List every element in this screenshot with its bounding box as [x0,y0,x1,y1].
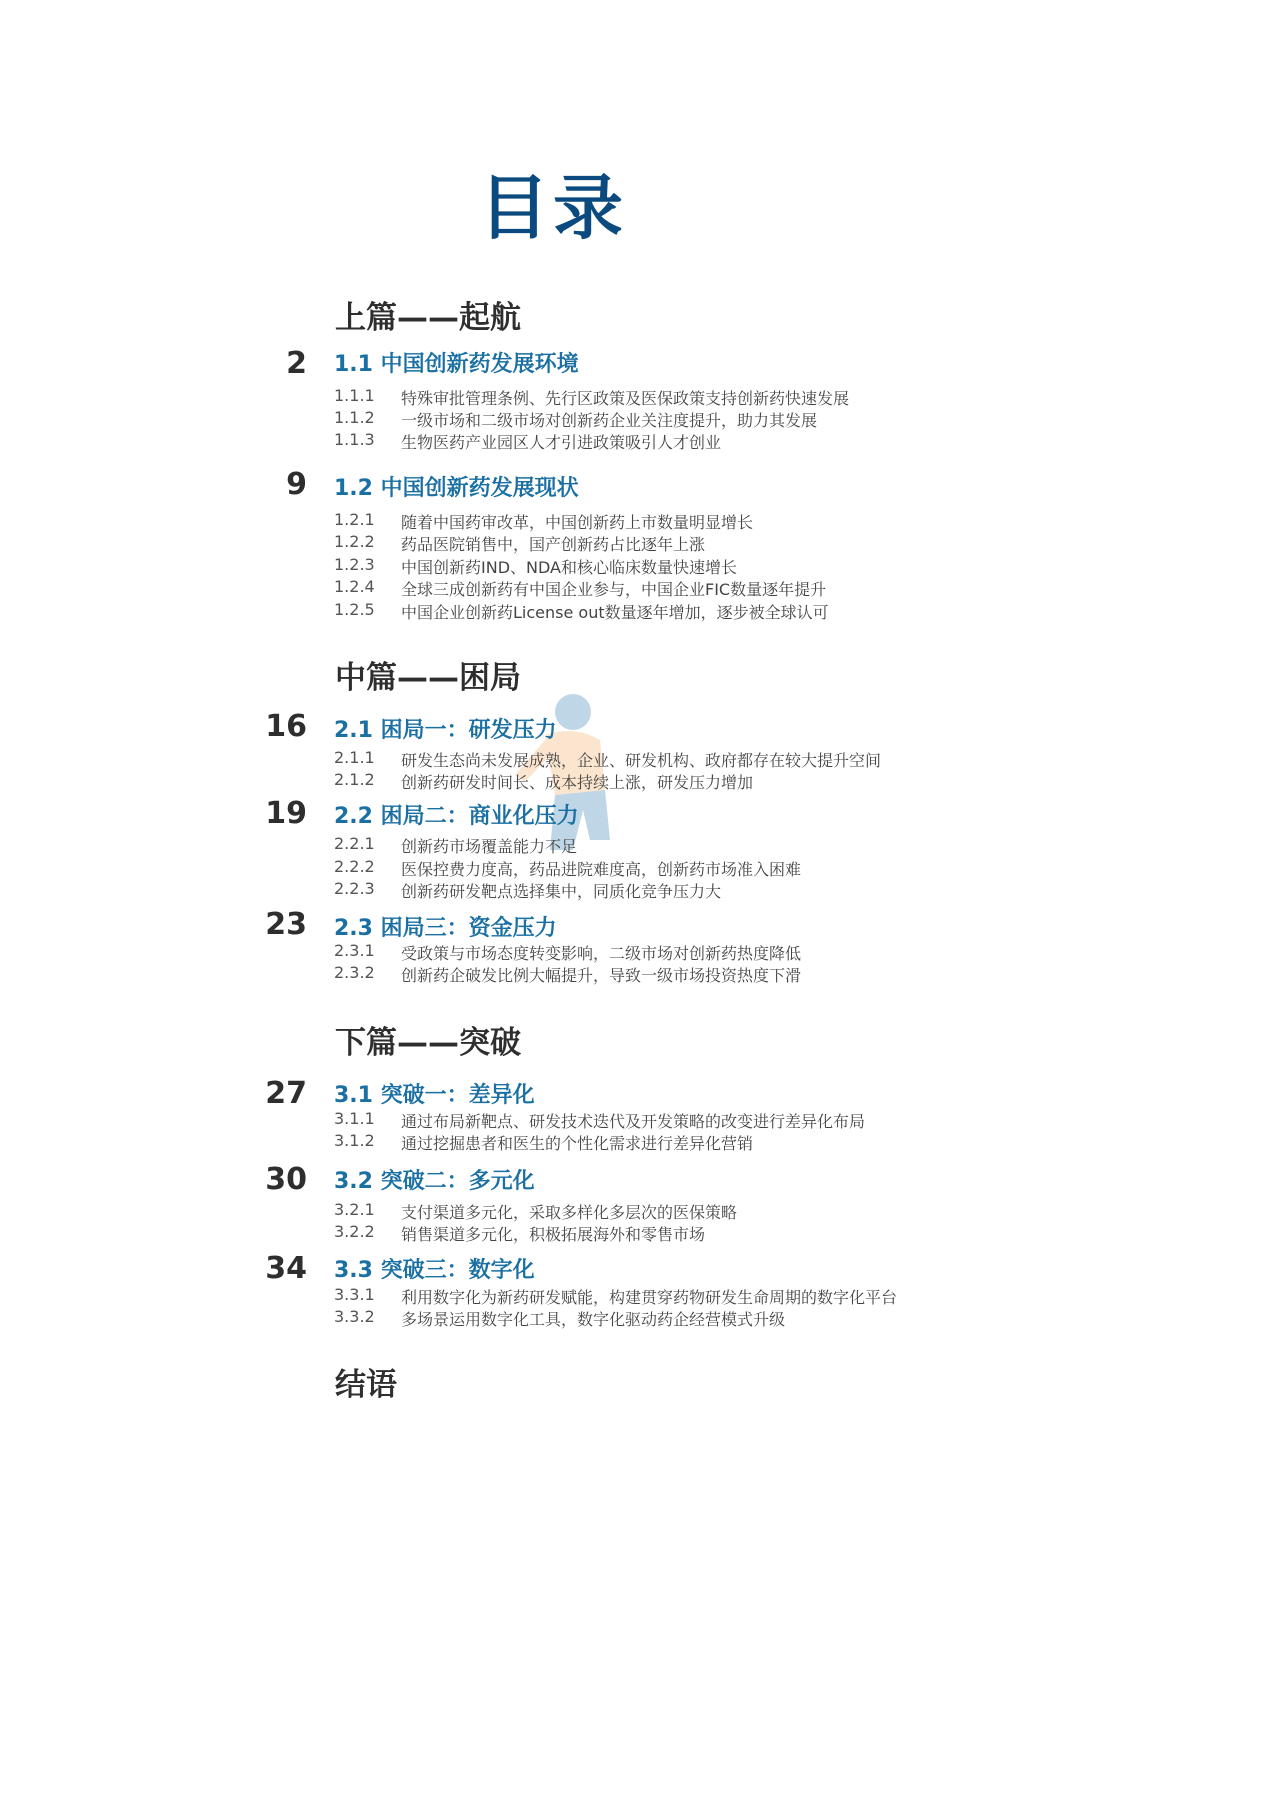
subsection-text[interactable]: 支付渠道多元化，采取多样化多层次的医保策略 [401,1203,738,1222]
page-number[interactable]: 19 [265,796,307,831]
section-title[interactable]: 2.2 困局二：商业化压力 [334,804,579,829]
subsection-number: 3.3.1 [334,1285,375,1304]
subsection-number: 1.1.2 [334,408,375,427]
subsection-text[interactable]: 随着中国药审改革，中国创新药上市数量明显增长 [401,513,754,532]
page-number[interactable]: 30 [265,1162,307,1197]
subsection-text[interactable]: 中国创新药IND、NDA和核心临床数量快速增长 [401,558,737,577]
toc-title: 目录 [479,167,627,249]
part-title[interactable]: 结语 [335,1367,397,1403]
subsection-number: 1.2.4 [334,577,375,596]
page-number[interactable]: 27 [265,1076,307,1111]
subsection-number: 3.1.2 [334,1131,375,1150]
subsection-number: 1.2.2 [334,532,375,551]
subsection-number: 3.1.1 [334,1109,375,1128]
section-title[interactable]: 3.2 突破二：多元化 [334,1169,535,1194]
page-number[interactable]: 23 [265,907,307,942]
subsection-number: 1.1.1 [334,386,375,405]
subsection-text[interactable]: 创新药研发靶点选择集中，同质化竞争压力大 [401,882,722,901]
subsection-text[interactable]: 中国企业创新药License out数量逐年增加，逐步被全球认可 [401,603,829,622]
subsection-number: 1.2.1 [334,510,375,529]
section-title[interactable]: 3.3 突破三：数字化 [334,1258,535,1283]
subsection-text[interactable]: 全球三成创新药有中国企业参与，中国企业FIC数量逐年提升 [401,580,827,599]
subsection-number: 1.2.5 [334,600,375,619]
subsection-number: 3.2.1 [334,1200,375,1219]
subsection-text[interactable]: 创新药市场覆盖能力不足 [401,837,578,856]
subsection-text[interactable]: 通过挖掘患者和医生的个性化需求进行差异化营销 [401,1134,754,1153]
section-title[interactable]: 3.1 突破一：差异化 [334,1083,535,1108]
subsection-number: 2.3.2 [334,963,375,982]
page-number[interactable]: 2 [286,346,307,381]
subsection-text[interactable]: 药品医院销售中，国产创新药占比逐年上涨 [401,535,706,554]
page-number[interactable]: 9 [286,467,307,502]
subsection-text[interactable]: 利用数字化为新药研发赋能，构建贯穿药物研发生命周期的数字化平台 [401,1288,898,1307]
subsection-number: 3.3.2 [334,1307,375,1326]
part-title: 上篇——起航 [335,300,521,336]
section-title[interactable]: 1.2 中国创新药发展现状 [334,476,579,501]
subsection-number: 1.2.3 [334,555,375,574]
subsection-number: 2.1.2 [334,770,375,789]
subsection-text[interactable]: 特殊审批管理条例、先行区政策及医保政策支持创新药快速发展 [401,389,850,408]
subsection-text[interactable]: 受政策与市场态度转变影响，二级市场对创新药热度降低 [401,944,802,963]
section-title[interactable]: 2.1 困局一：研发压力 [334,718,557,743]
subsection-text[interactable]: 医保控费力度高，药品进院难度高，创新药市场准入困难 [401,860,802,879]
section-title[interactable]: 2.3 困局三：资金压力 [334,916,557,941]
subsection-text[interactable]: 生物医药产业园区人才引进政策吸引人才创业 [401,433,722,452]
subsection-number: 2.2.2 [334,857,375,876]
subsection-number: 2.1.1 [334,748,375,767]
subsection-number: 2.3.1 [334,941,375,960]
subsection-text[interactable]: 创新药企破发比例大幅提升，导致一级市场投资热度下滑 [401,966,802,985]
subsection-text[interactable]: 销售渠道多元化，积极拓展海外和零售市场 [401,1225,706,1244]
subsection-text[interactable]: 研发生态尚未发展成熟，企业、研发机构、政府都存在较大提升空间 [401,751,882,770]
part-title: 下篇——突破 [335,1025,521,1061]
subsection-text[interactable]: 多场景运用数字化工具，数字化驱动药企经营模式升级 [401,1310,786,1329]
subsection-text[interactable]: 通过布局新靶点、研发技术迭代及开发策略的改变进行差异化布局 [401,1112,866,1131]
subsection-text[interactable]: 一级市场和二级市场对创新药企业关注度提升，助力其发展 [401,411,818,430]
subsection-number: 1.1.3 [334,430,375,449]
page-number[interactable]: 34 [265,1251,307,1286]
subsection-number: 2.2.3 [334,879,375,898]
subsection-text[interactable]: 创新药研发时间长、成本持续上涨，研发压力增加 [401,773,754,792]
section-title[interactable]: 1.1 中国创新药发展环境 [334,352,579,377]
part-title: 中篇——困局 [335,660,521,696]
subsection-number: 2.2.1 [334,834,375,853]
subsection-number: 3.2.2 [334,1222,375,1241]
page-number[interactable]: 16 [265,709,307,744]
